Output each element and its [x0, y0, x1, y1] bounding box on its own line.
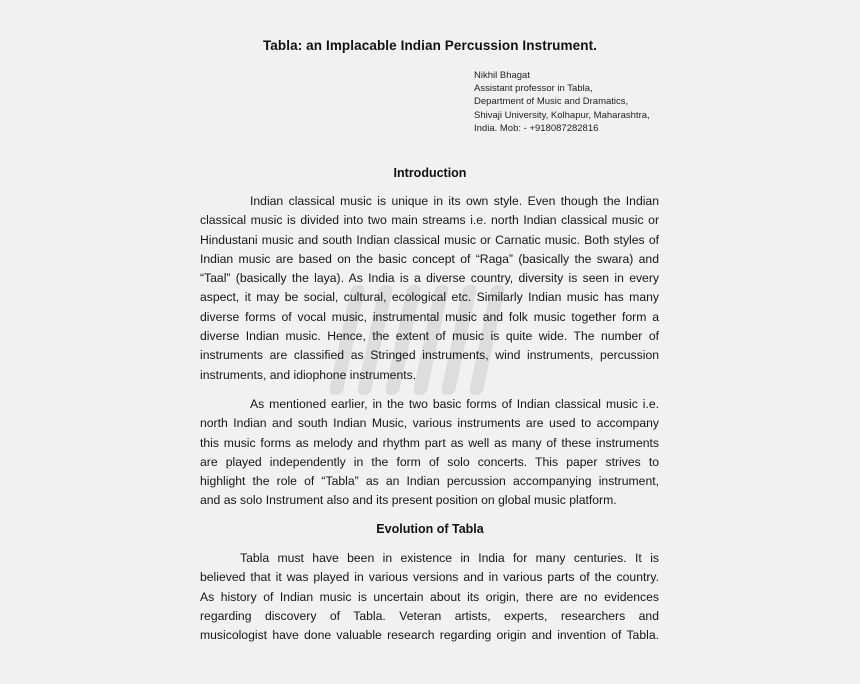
introduction-paragraph-1: [200, 192, 659, 385]
author-department: Department of Music and Dramatics,: [474, 96, 629, 108]
text-line: Indian music are based on the basic concept of “Raga” (basically the swara) and: [200, 251, 659, 266]
text-line: regarding discovery of Tabla. Veteran artists, experts, researchers and: [200, 608, 659, 623]
evolution-paragraph-1: [200, 549, 659, 645]
document-title: Tabla: an Implacable Indian Percussion Instrument.: [262, 38, 598, 53]
text-line: Tabla must have been in existence in India for many centuries. It is: [240, 551, 659, 565]
text-line: Indian classical music is unique in its own style. Even though the Indian: [250, 194, 659, 208]
text-line: classical music is divided into two main streams i.e. north Indian classical music or: [200, 213, 659, 228]
text-line: diverse Indian music. Hence, the extent of music is quite wide. The number of: [200, 329, 659, 344]
introduction-paragraph-2: [200, 395, 659, 511]
author-university: Shivaji University, Kolhapur, Maharashtra,: [474, 109, 650, 121]
text-line: believed that it was played in various versions and in various parts of the country.: [200, 570, 659, 585]
text-line: highlight the role of “Tabla” as an Indian percussion accompanying instrument,: [200, 474, 659, 489]
text-line: musicologist have done valuable research regarding origin and invention of Tabla.: [200, 628, 659, 643]
text-line: aspect, it may be social, cultural, ecological etc. Similarly Indian music has many: [200, 290, 659, 305]
evolution-heading: Evolution of Tabla: [376, 522, 484, 536]
text-line: are played independently in the form of solo concerts. This paper strives to: [200, 454, 659, 469]
text-line: As history of Indian music is uncertain about its origin, there are no evidences: [200, 589, 659, 604]
author-block: [474, 69, 650, 135]
text-line: “Taal” (basically the laya). As India is a diverse country, diversity is seen in every: [200, 271, 659, 286]
text-line: Hindustani music and south Indian classical music or Carnatic music. Both styles of: [200, 232, 659, 247]
author-name: Nikhil Bhagat: [474, 70, 530, 81]
author-contact: India. Mob: - +918087282816: [474, 122, 599, 134]
author-position: Assistant professor in Tabla,: [474, 83, 593, 95]
introduction-heading: Introduction: [393, 166, 467, 180]
text-line: As mentioned earlier, in the two basic forms of Indian classical music i.e.: [250, 397, 659, 411]
text-line: instruments, and idiophone instruments.: [200, 367, 417, 382]
text-line: north Indian and south Indian Music, various instruments are used to accompany: [200, 416, 659, 431]
text-line: this music forms as melody and rhythm part as well as many of these instruments: [200, 435, 659, 450]
text-line: diverse forms of vocal music, instrumental music and folk music together form a: [200, 309, 659, 324]
text-line: instruments are classified as Stringed instruments, wind instruments, percussion: [200, 348, 659, 363]
text-line: and as solo Instrument also and its present position on global music platform.: [200, 493, 617, 508]
